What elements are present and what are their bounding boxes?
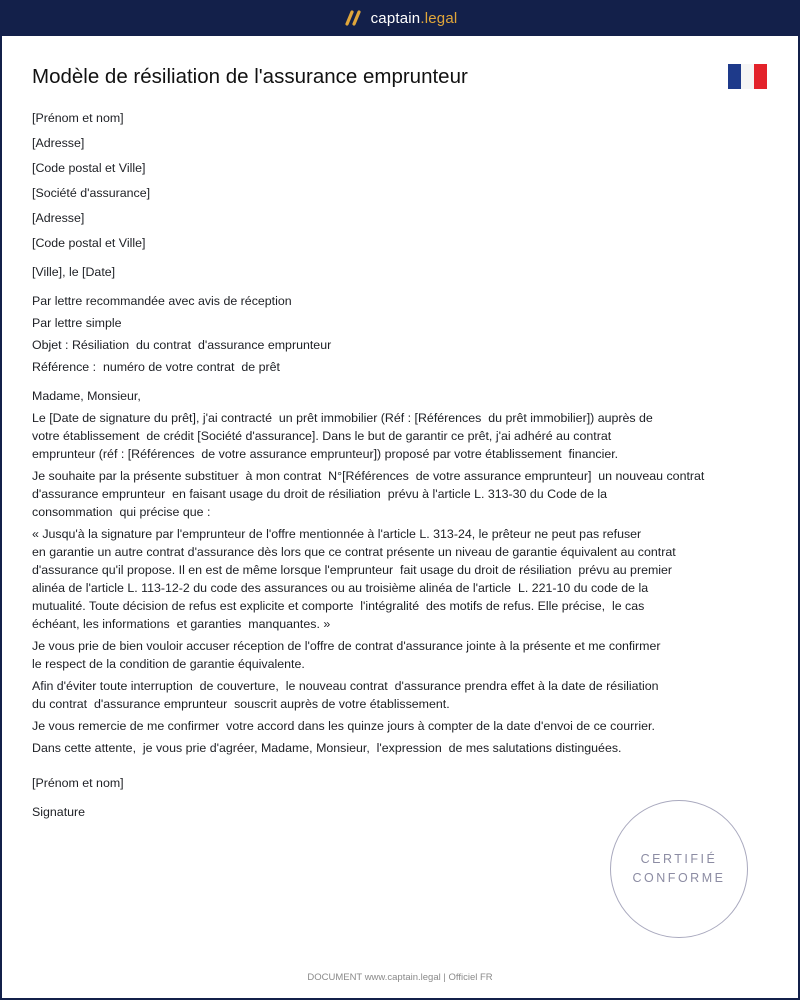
quote-paragraph <box>32 525 772 633</box>
paragraph-line: le respect de la condition de garantie équivalente. <box>32 657 305 671</box>
brand-name: captain.legal <box>370 9 458 27</box>
paragraph-line: emprunteur (réf : [Références de votre assurance emprunteur]) proposé par votre établissement financier. <box>32 447 619 461</box>
paragraph <box>32 409 772 463</box>
letter-body <box>32 109 772 821</box>
paragraph <box>32 739 772 757</box>
stamp-line: CONFORME <box>632 871 726 885</box>
paragraph-line: d'assurance qu'il propose. Il en est de même lorsque l'emprunteur fait usage du droit de résiliation prévu au premier <box>32 563 673 577</box>
meta-block <box>32 292 772 376</box>
paragraph-line: Le [Date de signature du prêt], j'ai contracté un prêt immobilier (Réf : [Références du prêt immobilier]) auprès de <box>32 411 653 425</box>
paragraph-line: alinéa de l'article L. 113-12-2 du code des assurances ou au troisième alinéa de l'article L. 221-10 du code de la <box>32 581 649 595</box>
sender-line: [Prénom et nom] <box>32 111 124 125</box>
paragraph-line: d'assurance emprunteur en faisant usage du droit de résiliation prévu à l'article L. 313-30 du Code de la <box>32 487 608 501</box>
paragraph-line: votre établissement de crédit [Société d'assurance]. Dans le but de garantir ce prêt, j'ai adhéré au contrat <box>32 429 612 443</box>
brand-tld: .legal <box>420 9 458 27</box>
paragraph-line: mutualité. Toute décision de refus est explicite et comporte l'intégralité des motifs de refus. Elle précise, le cas <box>32 599 645 613</box>
brand[interactable] <box>343 10 458 27</box>
paragraph-line: Afin d'éviter toute interruption de couverture, le nouveau contrat d'assurance prendra effet à la date de résiliation <box>32 679 659 693</box>
paragraph-line: Je vous prie de bien vouloir accuser réception de l'offre de contrat d'assurance jointe à la présente et me confirmer <box>32 639 661 653</box>
recipient-line: [Adresse] <box>32 211 85 225</box>
footer-text: DOCUMENT www.captain.legal | Officiel FR <box>307 972 493 983</box>
meta-line: Par lettre simple <box>32 316 122 330</box>
paragraph-line: Je vous remercie de me confirmer votre accord dans les quinze jours à compter de la date d'envoi de ce courrier. <box>32 719 655 733</box>
salutation: Madame, Monsieur, <box>32 389 141 403</box>
sender-line: [Adresse] <box>32 136 85 150</box>
paragraph <box>32 637 772 673</box>
paragraph-line: en garantie un autre contrat d'assurance dès lors que ce contrat présente un niveau de garantie équivalent au contrat <box>32 545 676 559</box>
paragraph-line: du contrat d'assurance emprunteur souscrit auprès de votre établissement. <box>32 697 450 711</box>
paragraph-line: consommation qui précise que : <box>32 505 211 519</box>
document-title: Modèle de résiliation de l'assurance emprunteur <box>32 65 468 88</box>
document-page <box>2 36 798 998</box>
recipient-block <box>32 184 772 252</box>
place-date: [Ville], le [Date] <box>32 265 116 279</box>
paragraph <box>32 677 772 713</box>
sender-block <box>32 109 772 177</box>
top-bar <box>0 0 800 36</box>
paragraph-line: Dans cette attente, je vous prie d'agréer, Madame, Monsieur, l'expression de mes salutations distinguées. <box>32 741 622 755</box>
paragraph <box>32 717 772 735</box>
france-flag-icon <box>728 64 767 89</box>
meta-line: Objet : Résiliation du contrat d'assurance emprunteur <box>32 338 332 352</box>
sender-line: [Code postal et Ville] <box>32 161 146 175</box>
recipient-line: [Société d'assurance] <box>32 186 151 200</box>
paragraph-line: Je souhaite par la présente substituer à mon contrat N°[Références de votre assurance emprunteur] un nouveau contrat <box>32 469 705 483</box>
paragraph-line: « Jusqu'à la signature par l'emprunteur de l'offre mentionnée à l'article L. 313-24, le prêteur ne peut pas refuser <box>32 527 642 541</box>
meta-line: Référence : numéro de votre contrat de prêt <box>32 360 280 374</box>
certified-stamp <box>610 800 748 938</box>
paragraph-line: échéant, les informations et garanties manquantes. » <box>32 617 331 631</box>
double-slash-logo-icon <box>343 10 363 26</box>
recipient-line: [Code postal et Ville] <box>32 236 146 250</box>
paragraph <box>32 467 772 521</box>
stamp-line: CERTIFIÉ <box>640 852 718 866</box>
closing-name: [Prénom et nom] <box>32 776 124 790</box>
signature-label: Signature <box>32 805 86 819</box>
meta-line: Par lettre recommandée avec avis de réception <box>32 294 292 308</box>
